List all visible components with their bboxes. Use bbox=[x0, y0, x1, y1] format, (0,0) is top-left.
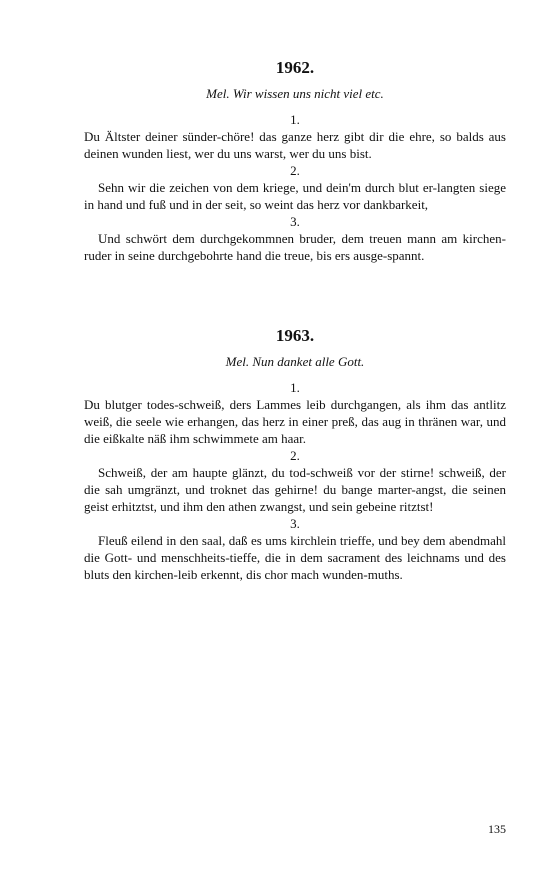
hymn-number: 1963. bbox=[275, 326, 315, 345]
verse-number: 1. bbox=[290, 380, 300, 395]
melody-line: Mel. Wir wissen uns nicht viel etc. bbox=[206, 86, 384, 101]
verse-number: 3. bbox=[290, 516, 300, 531]
hymn-1962 bbox=[84, 58, 506, 264]
verse-text: Du Ältster deiner sünder-chöre! das ganze herz gibt dir die ehre, so balds aus deinen wunden liest, wer du uns warst, wer du uns bist. bbox=[84, 129, 506, 161]
hymn-1963 bbox=[84, 326, 506, 583]
verse-number: 2. bbox=[290, 163, 300, 178]
hymn-number: 1962. bbox=[275, 58, 315, 77]
verse-text: Sehn wir die zeichen von dem kriege, und dein'm durch blut er-langten siege in hand und fuß und in der seit, so weint das herz vor dankbarkeit, bbox=[84, 180, 506, 212]
verse-number: 2. bbox=[290, 448, 300, 463]
verse-number: 3. bbox=[290, 214, 300, 229]
verse-number: 1. bbox=[290, 112, 300, 127]
verse-text: Fleuß eilend in den saal, daß es ums kirchlein trieffe, und bey dem abendmahl die Gott- und menschheits-tieffe, die in dem sacrament des leichnams und des bluts den kirchen-leib erkennt, dis chor mach wunden-muths. bbox=[84, 533, 506, 582]
verse-text: Du blutger todes-schweiß, ders Lammes leib durchgangen, als ihm das antlitz weiß, die seele wie erhangen, das herz in einer preß, das aug in thränen war, und die eißkalte näß ihm schwimmete am haar. bbox=[84, 397, 506, 446]
page-number: 135 bbox=[488, 822, 506, 836]
melody-line: Mel. Nun danket alle Gott. bbox=[225, 354, 365, 369]
verse-text: Und schwört dem durchgekommnen bruder, dem treuen mann am kirchen-ruder in seine durchgebohrte hand die treue, bis ers ausge-spannt. bbox=[84, 231, 506, 263]
verse-text: Schweiß, der am haupte glänzt, du tod-schweiß vor der stirne! schweiß, der die sah umgränzt, und troknet das gehirne! du bange marter-angst, die seinen geist erhitztst, und ihm den athen zwangst, und sein gebeine ritztst! bbox=[84, 465, 506, 514]
